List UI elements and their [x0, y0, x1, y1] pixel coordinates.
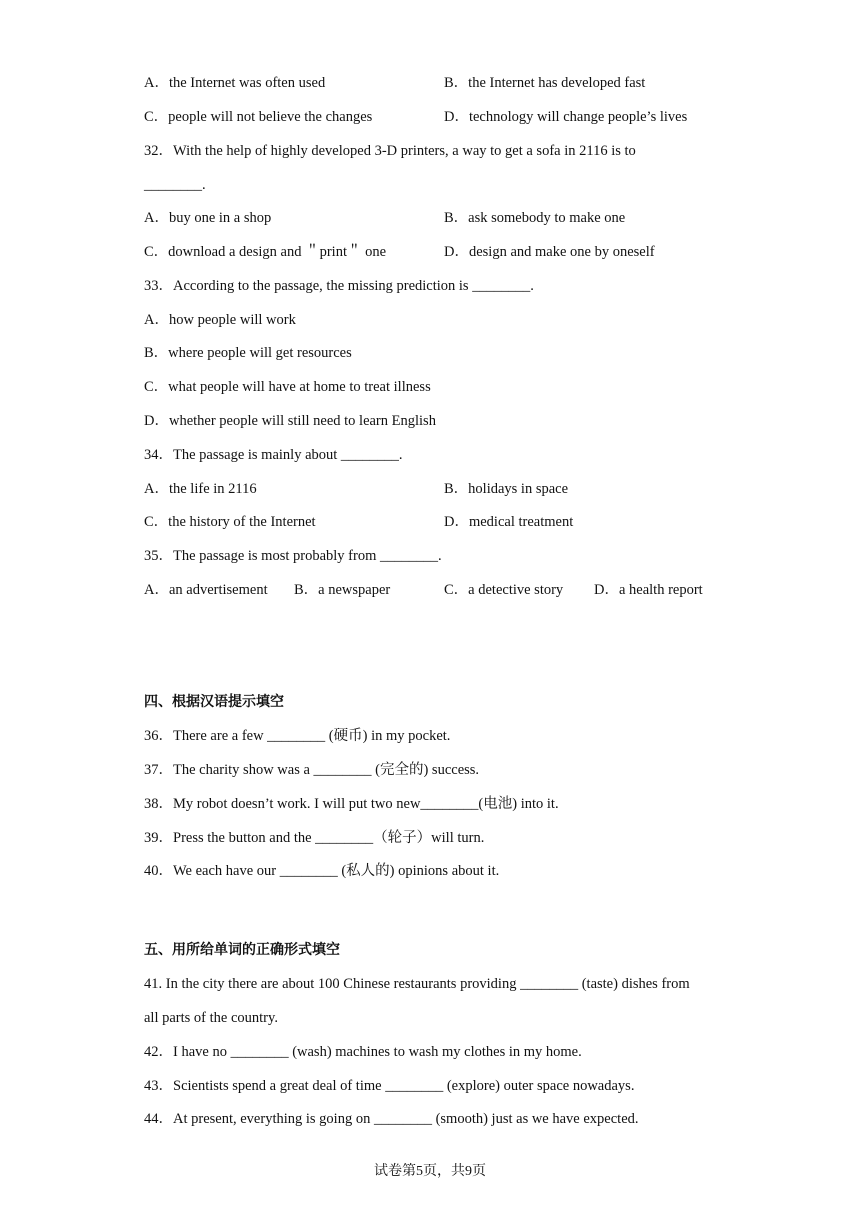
q31-option-c: C．people will not believe the changes — [144, 109, 373, 125]
section-5-heading: 五、用所给单词的正确形式填空 — [144, 942, 340, 958]
q32-stem: 32．With the help of highly developed 3-D printers, a way to get a sofa in 2116 is to — [144, 143, 636, 159]
section-4-heading: 四、根据汉语提示填空 — [144, 694, 284, 710]
page-footer: 试卷第5页，共9页 — [374, 1164, 486, 1179]
q35-option-c: C．a detective story — [444, 582, 564, 598]
q36: 36．There are a few ________ (硬币) in my pocket. — [144, 728, 451, 744]
q37: 37．The charity show was a ________ (完全的) success. — [144, 762, 480, 778]
q35-option-d: D．a health report — [594, 582, 703, 598]
q40: 40．We each have our ________ (私人的) opinions about it. — [144, 863, 500, 879]
q31-option-d: D．technology will change people’s lives — [444, 109, 688, 125]
q39: 39．Press the button and the ________（轮子）will turn. — [144, 830, 485, 846]
q44: 44．At present, everything is going on ________ (smooth) just as we have expected. — [144, 1111, 639, 1127]
q43: 43．Scientists spend a great deal of time ________ (explore) outer space nowadays. — [144, 1078, 635, 1094]
q33-option-a: A．how people will work — [144, 312, 296, 328]
q35-option-a: A．an advertisement — [144, 582, 268, 598]
q34-option-a: A．the life in 2116 — [144, 481, 257, 497]
q34-option-d: D．medical treatment — [444, 514, 574, 530]
q33-stem: 33．According to the passage, the missing prediction is ________. — [144, 278, 534, 294]
q41: 41. In the city there are about 100 Chinese restaurants providing ________ (taste) dishes from — [144, 976, 690, 992]
q32-option-c: C．download a design and ＂print＂ one — [144, 244, 387, 260]
q38: 38．My robot doesn’t work. I will put two new________(电池) into it. — [144, 796, 559, 812]
q33-option-d: D．whether people will still need to learn English — [144, 413, 436, 429]
q35-option-b: B．a newspaper — [294, 582, 391, 598]
q33-option-b: B．where people will get resources — [144, 345, 352, 361]
q32-option-d: D．design and make one by oneself — [444, 244, 655, 260]
q31-option-b: B．the Internet has developed fast — [444, 75, 646, 91]
q34-option-b: B．holidays in space — [444, 481, 569, 497]
q31-option-a: A．the Internet was often used — [144, 75, 326, 91]
q34-stem: 34．The passage is mainly about ________. — [144, 447, 403, 463]
q35-stem: 35．The passage is most probably from ________. — [144, 548, 442, 564]
q33-option-c: C．what people will have at home to treat illness — [144, 379, 431, 395]
q32-option-a: A．buy one in a shop — [144, 210, 272, 226]
q32-stem-blank: ________. — [144, 177, 206, 193]
q32-option-b: B．ask somebody to make one — [444, 210, 626, 226]
q41-continued: all parts of the country. — [144, 1010, 278, 1026]
q34-option-c: C．the history of the Internet — [144, 514, 316, 530]
q42: 42．I have no ________ (wash) machines to wash my clothes in my home. — [144, 1044, 582, 1060]
